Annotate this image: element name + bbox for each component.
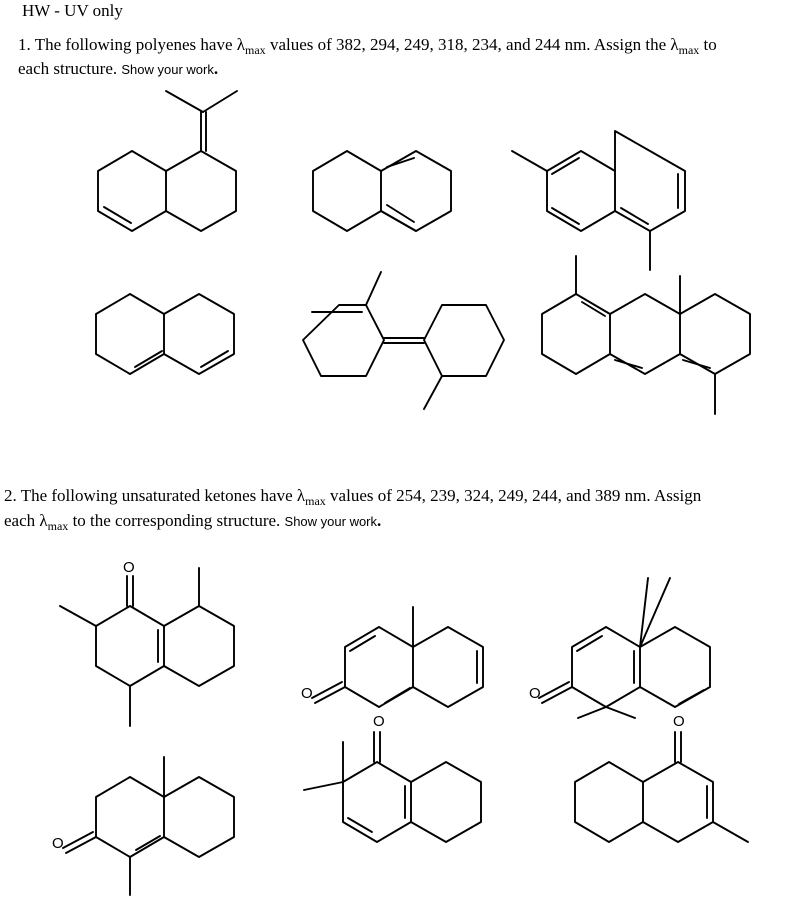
oxygen-atom: O: [123, 559, 135, 576]
lambda-symbol: λ: [296, 486, 306, 505]
oxygen-atom: O: [52, 835, 64, 852]
lambda-subscript: max: [305, 494, 326, 508]
question-1-number: 1.: [18, 35, 31, 54]
question-2-number: 2.: [4, 486, 17, 505]
lambda-symbol-2: λ: [39, 511, 48, 530]
question-1-text-a: The following polyenes have: [34, 35, 237, 54]
show-work-note: Show your work: [121, 62, 214, 77]
polyene-structure-3: [512, 131, 685, 270]
polyene-structure-5: [303, 272, 504, 409]
question-2-line-2b: to the corresponding structure.: [68, 511, 285, 530]
oxygen-atom: O: [301, 685, 313, 702]
lambda-subscript: max: [245, 43, 266, 57]
lambda-subscript-2: max: [678, 43, 700, 57]
oxygen-atom: O: [673, 713, 685, 730]
question-2-text-b: values of 254, 239, 324, 249, 244, and 389 nm. Assign: [325, 486, 702, 505]
ketone-structure-3: [529, 578, 710, 718]
show-work-note: Show your work: [284, 514, 378, 529]
oxygen-atom: O: [529, 685, 541, 702]
period: .: [377, 511, 382, 530]
polyene-structure-4: [96, 294, 234, 374]
polyene-structure-2: [313, 151, 451, 231]
page-title: HW - UV only: [22, 1, 123, 20]
ketone-structure-1: [60, 559, 234, 726]
question-1-text-b: values of 382, 294, 249, 318, 234, and 244 nm. Assign the: [265, 35, 671, 54]
question-1-text-c: to: [699, 35, 717, 54]
polyene-structure-1: [98, 91, 237, 231]
question-2-line-2a: each: [4, 511, 40, 530]
ketone-structure-6: [575, 713, 748, 842]
lambda-symbol: λ: [236, 35, 246, 54]
ketone-structure-5: [304, 713, 481, 842]
lambda-subscript-2: max: [47, 519, 69, 533]
oxygen-atom: O: [373, 713, 385, 730]
ketone-structure-4: [52, 757, 234, 895]
ketone-structure-2: [301, 607, 483, 707]
question-1-line-2-text: each structure.: [18, 59, 122, 78]
polyene-structure-6: [542, 256, 750, 414]
lambda-symbol-2: λ: [670, 35, 679, 54]
question-2-text-a: The following unsaturated ketones have: [20, 486, 297, 505]
period: .: [213, 59, 219, 78]
